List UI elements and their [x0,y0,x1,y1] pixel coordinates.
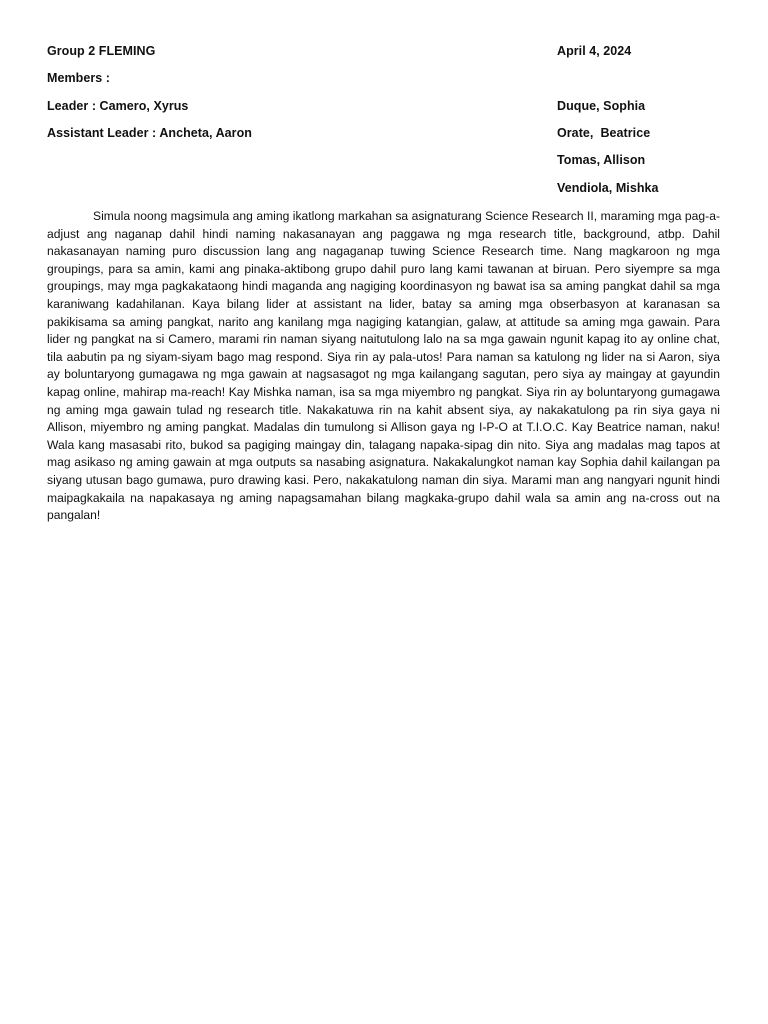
member-item: Duque, Sophia [557,99,646,113]
group-name: Group 2 FLEMING [47,44,156,58]
members-label: Members : [47,71,110,85]
member-item: Vendiola, Mishka [557,181,659,195]
document-date: April 4, 2024 [557,44,632,58]
body-paragraph: Simula noong magsimula ang aming ikatlong markahan sa asignaturang Science Research II, maraming mga pag-a-adjust ang naganap dahil hindi naming nakasanayan ang paggawa ng mga research title, background, atbp. Dahil nakasanayan naming puro discussion lang ang nagaganap tuwing Science Research time. Nang magkaroon ng mga groupings, para sa amin, kami ang pinaka-aktibong grupo dahil puro lang kami tawanan at biruan. Pero siyempre sa mga groupings, may mga pagkakataong hindi maganda ang nagiging koordinasyon ng bawat isa sa aming pangkat dahil sa mga karaniwang kadahilanan. Kaya bilang lider at assistant na lider, batay sa aming mga obserbasyon at karanasan sa pakikisama sa aming pangkat, narito ang kanilang mga nagiging katangian, galaw, at attitude sa aming mga gawain. Para lider ng pangkat na si Camero, marami rin naman siyang naitutulong lalo na sa mga gawain ngunit kapag ito ay online chat, tila aabutin pa ng siyam-siyam bago mag respond. Siya rin ay pala-utos! Para naman sa katulong ng lider na si Aaron, siya ay boluntaryong gumagawa ng mga gawain at nagsasagot ng mga kailangang sagutan, pero siya ay maingay at gayundin kapag online, mahirap ma-reach! Kay Mishka naman, isa sa mga miyembro ng pangkat. Siya rin ay boluntaryong gumagawa ng aming mga gawain tulad ng research title. Nakakatuwa rin na kahit absent siya, ay nakakatulong pa rin siya gaya ni Allison, miyembro ng aming pangkat. Madalas din tumulong si Allison gaya ng I-P-O at T.I.O.C. Kay Beatrice naman, naku! Wala kang masasabi rito, bukod sa pagiging maingay din, talagang napaka-sipag din nito. Siya ang madalas mag tapos at mag asikaso ng aming gawain at mga outputs sa nasabing asignatura. Nakakalungkot naman kay Sophia dahil kailangan pa siyang utusan bago gumawa, puro drawing kasi. Pero, nakakatulong naman din siya. Marami man ang nangyari ngunit hindi maipagkakaila na napakasaya ng aming napagsamahan bilang magkaka-grupo dahil wala sa amin ang na-cross out na pangalan! [47,209,720,523]
member-item: Tomas, Allison [557,153,646,167]
leader-line: Leader : Camero, Xyrus [47,99,189,113]
assistant-leader-line: Assistant Leader : Ancheta, Aaron [47,126,252,140]
body-text [47,208,720,525]
member-item: Orate, Beatrice [557,126,651,140]
